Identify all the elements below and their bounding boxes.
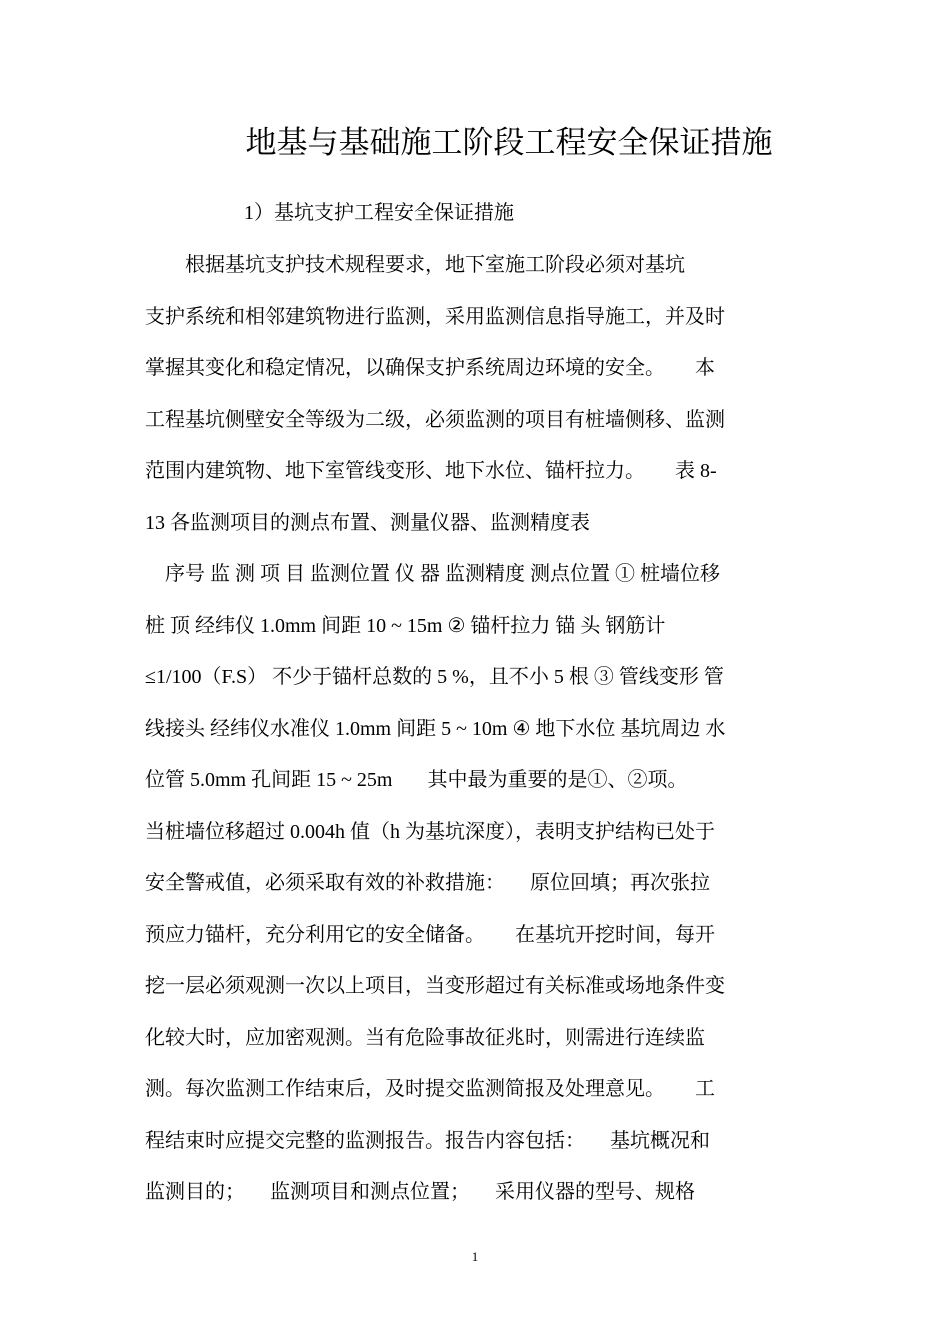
text-line: 序号 监 测 项 目 监测位置 仪 器 监测精度 测点位置 ① 桩墙位移: [145, 563, 720, 585]
text-line: 程结束时应提交完整的监测报告。报告内容包括： 基坑概况和: [145, 1129, 710, 1152]
document-title: 地基与基础施工阶段工程安全保证措施: [245, 125, 773, 161]
text-line: 测。每次监测工作结束后，及时提交监测简报及处理意见。 工: [145, 1078, 715, 1100]
text-line: 工程基坑侧壁安全等级为二级，必须监测的项目有桩墙侧移、监测: [145, 408, 725, 431]
text-line: 范围内建筑物、地下室管线变形、地下水位、锚杆拉力。 表 8-: [145, 460, 717, 482]
text-line: 监测目的； 监测项目和测点位置； 采用仪器的型号、规格: [145, 1181, 695, 1203]
page-number: 1: [471, 1249, 479, 1264]
text-line: 根据基坑支护技术规程要求，地下室施工阶段必须对基坑: [145, 254, 685, 276]
text-line: 挖一层必须观测一次以上项目，当变形超过有关标准或场地条件变: [145, 975, 725, 997]
section-heading: 1）基坑支护工程安全保证措施: [244, 202, 514, 224]
text-line: 掌握其变化和稳定情况，以确保支护系统周边环境的安全。 本: [145, 357, 715, 379]
text-line: 线接头 经纬仪水准仪 1.0mm 间距 5 ~ 10m ④ 地下水位 基坑周边 水: [145, 717, 726, 740]
text-line: 化较大时，应加密观测。当有危险事故征兆时，则需进行连续监: [145, 1026, 705, 1049]
text-line: 13 各监测项目的测点布置、测量仪器、监测精度表: [145, 511, 590, 534]
text-line: 当桩墙位移超过 0.004h 值（h 为基坑深度），表明支护结构已处于: [145, 820, 715, 843]
text-line: 安全警戒值，必须采取有效的补救措施： 原位回填；再次张拉: [145, 872, 710, 894]
text-line: 支护系统和相邻建筑物进行监测，采用监测信息指导施工，并及时: [145, 305, 725, 328]
body-text: [145, 240, 807, 1219]
text-line: 预应力锚杆，充分利用它的安全储备。 在基坑开挖时间，每开: [145, 923, 715, 946]
text-line: 桩 顶 经纬仪 1.0mm 间距 10 ~ 15m ② 锚杆拉力 锚 头 钢筋计: [145, 614, 666, 637]
text-line: 位管 5.0mm 孔间距 15 ~ 25m 其中最为重要的是①、②项。: [145, 769, 688, 791]
text-line: ≤1/100（F.S） 不少于锚杆总数的 5 %，且不小 5 根 ③ 管线变形 管: [145, 666, 724, 688]
